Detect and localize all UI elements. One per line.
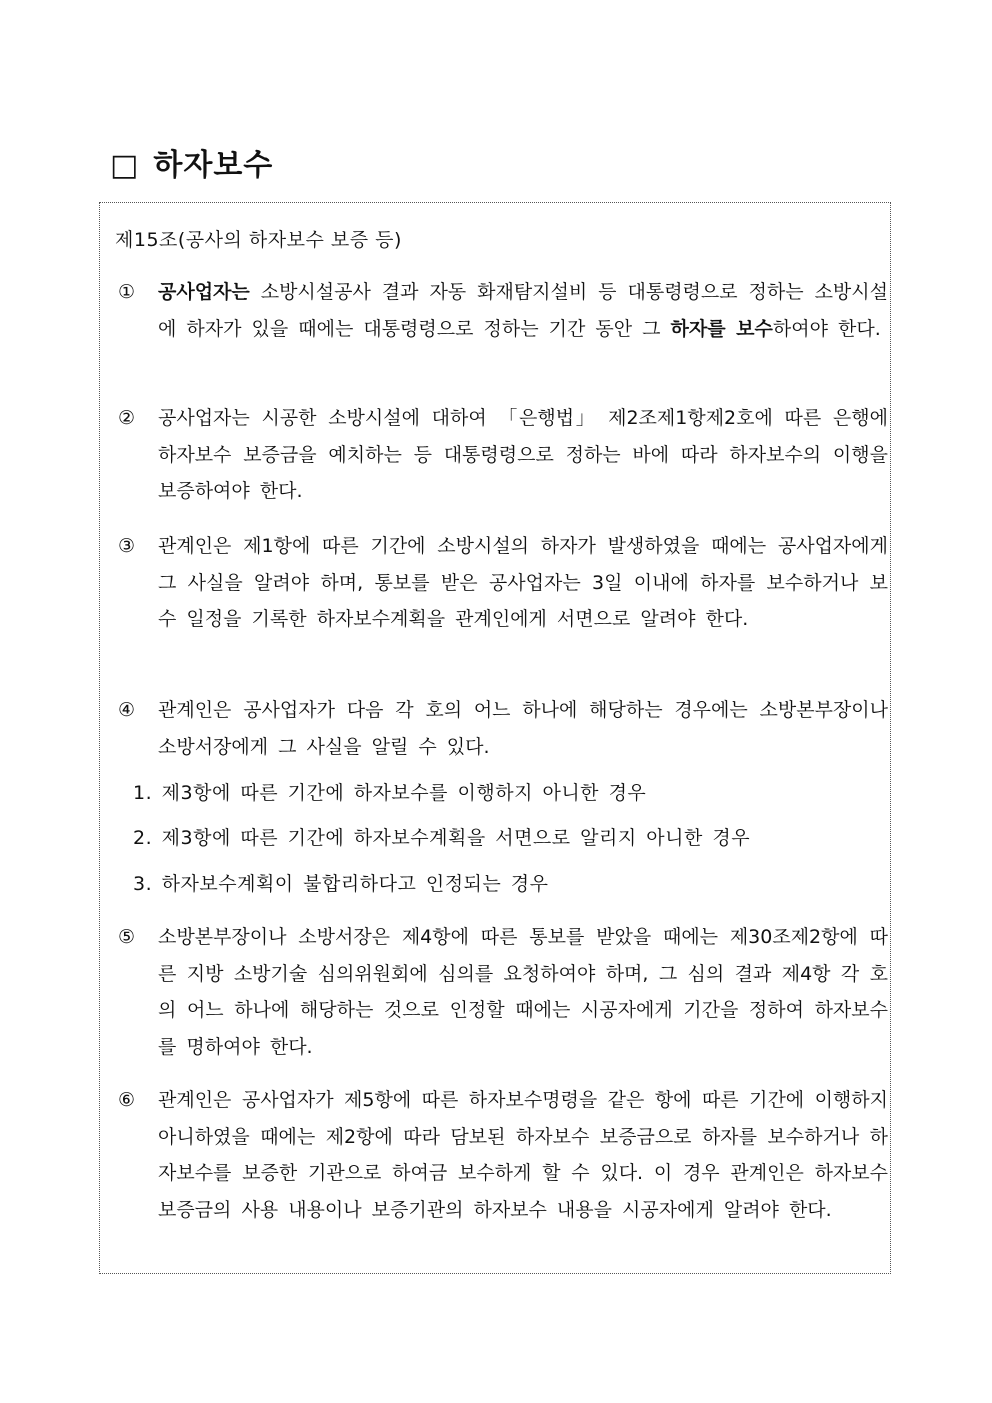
section-title: 하자보수 [153,148,274,183]
paragraph-text: 소방본부장이나 소방서장은 제4항에 따른 통보를 받았을 때에는 제30조제2항에 따른 지방 소방기술 심의위원회에 심의를 요청하여야 하며, 그 심의 결과 제4항 각 호의 어느 하나에 해당하는 것으로 인정할 때에는 시공자에게 기간을 정하여 하자보수를 명하여야 한다. [158,926,888,1058]
article-title: 제15조(공사의 하자보수 보증 등) [115,229,402,251]
paragraph-text: 관계인은 제1항에 따른 기간에 소방시설의 하자가 발생하였을 때에는 공사업자에게 그 사실을 알려야 하며, 통보를 받은 공사업자는 3일 이내에 하자를 보수하거나 보수 일정을 기록한 하자보수계획을 관계인에게 서면으로 알려야 한다. [158,535,888,630]
paragraph-6 [118,1082,888,1228]
paragraph-number: ③ [118,535,136,557]
paragraph-text: 하여야 한다. [772,317,881,340]
paragraph-number: ① [118,281,136,303]
paragraph-3 [118,528,888,638]
paragraph-5 [118,919,888,1065]
list-item: 2. 제3항에 따른 기간에 하자보수계획을 서면으로 알리지 아니한 경우 [133,827,751,849]
paragraph-2 [118,400,888,510]
bold-text: 공사업자는 [158,281,250,303]
section-heading [110,140,273,184]
paragraph-number: ② [118,407,136,429]
paragraph-number: ④ [118,699,136,721]
paragraph-text: 소방시설공사 결과 자동 화재탐지설비 등 대통령령으로 정하는 소방시설에 하자가 있을 때에는 대통령령으로 정하는 기간 동안 그 [158,281,888,340]
bold-text: 하자를 보수 [670,317,773,340]
square-bullet-icon: □ [110,148,140,183]
paragraph-number: ⑥ [118,1089,136,1111]
paragraph-text: 공사업자는 시공한 소방시설에 대하여 「은행법」 제2조제1항제2호에 따른 은행에 하자보수 보증금을 예치하는 등 대통령령으로 정하는 바에 따라 하자보수의 이행을 보증하여야 한다. [158,407,888,502]
paragraph-text: 관계인은 공사업자가 다음 각 호의 어느 하나에 해당하는 경우에는 소방본부장이나 소방서장에게 그 사실을 알릴 수 있다. [158,699,888,758]
paragraph-number: ⑤ [118,926,136,948]
list-item: 1. 제3항에 따른 기간에 하자보수를 이행하지 아니한 경우 [133,782,647,804]
paragraph-4 [118,692,888,765]
paragraph-text: 관계인은 공사업자가 제5항에 따른 하자보수명령을 같은 항에 따른 기간에 이행하지 아니하였을 때에는 제2항에 따라 담보된 하자보수 보증금으로 하자를 보수하거나 하자보수를 보증한 기관으로 하여금 보수하게 할 수 있다. 이 경우 관계인은 하자보수 보증금의 사용 내용이나 보증기관의 하자보수 내용을 시공자에게 알려야 한다. [158,1089,888,1221]
paragraph-1 [118,274,888,347]
list-item: 3. 하자보수계획이 불합리하다고 인정되는 경우 [133,873,549,895]
